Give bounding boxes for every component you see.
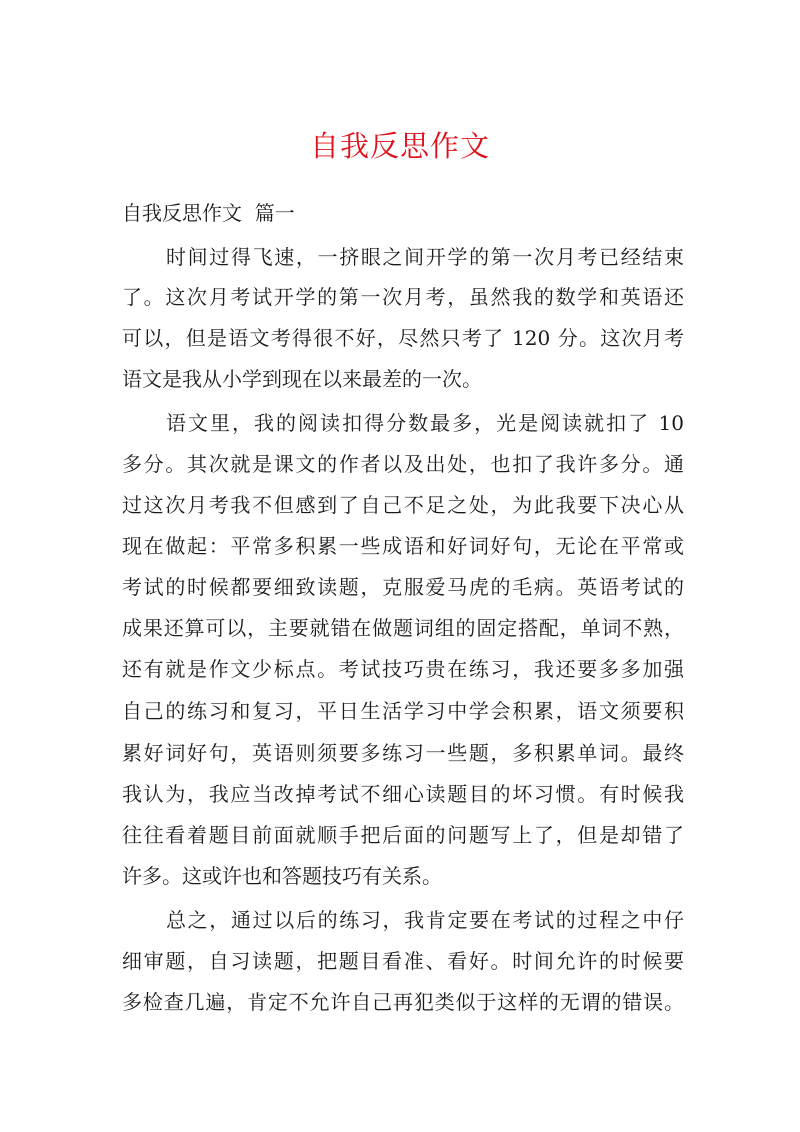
paragraph-2-line-6: 成果还算可以，主要就错在做题词组的固定搭配，单词不熟，	[122, 616, 684, 640]
paragraph-2-line-11: 往往看着题目前面就顺手把后面的问题写上了，但是却错了	[122, 823, 684, 847]
paragraph-1-line-2: 了。这次月考试开学的第一次月考，虽然我的数学和英语还	[122, 285, 684, 309]
paragraph-2-line-7: 还有就是作文少标点。考试技巧贵在练习，我还要多多加强	[122, 657, 684, 681]
document-subtitle: 自我反思作文 篇一	[122, 201, 295, 225]
paragraph-3-line-3: 多检查几遍，肯定不允许自己再犯类似于这样的无谓的错误。	[122, 990, 684, 1014]
paragraph-2-line-5: 考试的时候都要细致读题，克服爱马虎的毛病。英语考试的	[122, 575, 684, 599]
paragraph-2-line-2: 多分。其次就是课文的作者以及出处，也扣了我许多分。通	[122, 452, 684, 476]
paragraph-2-line-12: 许多。这或许也和答题技巧有关系。	[122, 864, 442, 888]
paragraph-2-line-1: 语文里，我的阅读扣得分数最多，光是阅读就扣了 10	[166, 411, 684, 435]
paragraph-3-line-1: 总之，通过以后的练习，我肯定要在考试的过程之中仔	[166, 908, 684, 932]
paragraph-2-line-8: 自己的练习和复习，平日生活学习中学会积累，语文须要积	[122, 699, 684, 723]
paragraph-1-line-4: 语文是我从小学到现在以来最差的一次。	[122, 367, 482, 391]
document-title: 自我反思作文	[309, 129, 490, 163]
paragraph-2-line-3: 过这次月考我不但感到了自己不足之处，为此我要下决心从	[122, 493, 684, 517]
paragraph-2-line-4: 现在做起：平常多积累一些成语和好词好句，无论在平常或	[122, 534, 684, 558]
paragraph-3-line-2: 细审题，自习读题，把题目看准、看好。时间允许的时候要	[122, 949, 684, 973]
paragraph-1-line-1: 时间过得飞速，一挤眼之间开学的第一次月考已经结束	[166, 245, 684, 269]
paragraph-2-line-10: 我认为，我应当改掉考试不细心读题目的坏习惯。有时候我	[122, 782, 684, 806]
paragraph-2-line-9: 累好词好句，英语则须要多练习一些题，多积累单词。最终	[122, 741, 684, 765]
paragraph-1-line-3: 可以，但是语文考得很不好，尽然只考了 120 分。这次月考	[122, 326, 684, 350]
